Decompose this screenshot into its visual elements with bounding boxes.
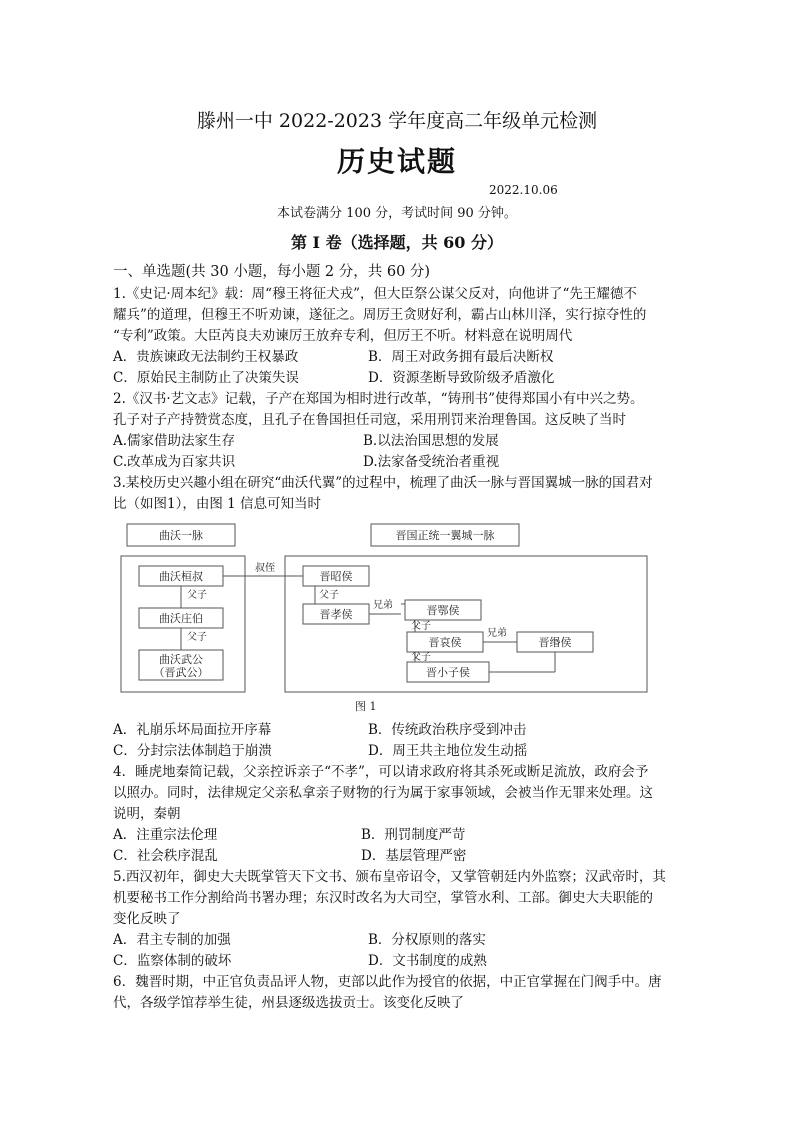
question-stem-line: 变化反映了 <box>113 911 181 927</box>
node-quwo-huanshu: 曲沃桓叔 <box>159 570 203 583</box>
option-b[interactable]: B.以法治国思想的发展 <box>363 433 499 449</box>
node-quwo-wugong-note: （晋武公） <box>153 666 209 679</box>
option-b[interactable]: B．分权原则的落实 <box>368 932 486 948</box>
option-c[interactable]: C．社会秩序混乱 <box>113 848 218 864</box>
exam-date: 2022.10.06 <box>489 183 558 197</box>
node-jin-ehou: 晋鄂侯 <box>426 604 460 617</box>
option-a[interactable]: A．注重宗法伦理 <box>113 827 218 843</box>
relation-father-son: 父子 <box>187 632 207 643</box>
relation-brothers: 兄弟 <box>487 628 507 639</box>
relation-uncle-nephew: 叔侄 <box>255 563 275 574</box>
node-jin-minhou: 晋缗侯 <box>538 636 572 649</box>
option-a[interactable]: A．贵族谏政无法制约王权暴政 <box>113 349 299 365</box>
option-b[interactable]: B．周王对政务拥有最后决断权 <box>368 349 554 365</box>
node-quwo-zhuangbo: 曲沃庄伯 <box>159 612 203 625</box>
option-c[interactable]: C．监察体制的破坏 <box>113 953 232 969</box>
question-stem-line: 机要秘书工作分割给尚书署办理；东汉时改名为大司空，掌管水利、工部。御史大夫职能的 <box>113 890 653 906</box>
option-d[interactable]: D．资源垄断导致阶级矛盾激化 <box>368 370 555 386</box>
question-stem-line: 6．魏晋时期，中正官负责品评人物，吏部以此作为授官的依据，中正官掌握在门阀手中。唐 <box>113 974 662 990</box>
relation-brothers: 兄弟 <box>373 600 393 611</box>
question-stem-line: 4．睡虎地秦简记载，父亲控诉亲子“不孝”，可以请求政府将其杀死或断足流放，政府会予 <box>113 764 649 780</box>
question-stem-line: 以照办。同时，法律规定父亲私拿亲子财物的行为属于家事领域，会被当作无罪来处理。这 <box>113 785 653 801</box>
question-stem-line: 1.《史记·周本纪》载：周“穆王将征犬戎”，但大臣祭公谋父反对，向他讲了“先王耀德不 <box>113 286 637 302</box>
section-title: 一、单选题(共 30 小题，每小题 2 分，共 60 分) <box>113 264 431 280</box>
question-stem-line: 代，各级学馆荐举生徒，州县逐级选拔贡士。该变化反映了 <box>113 995 464 1011</box>
option-a[interactable]: A．君主专制的加强 <box>113 932 231 948</box>
option-a[interactable]: A.儒家借助法家生存 <box>113 433 236 449</box>
relation-father-son: 父子 <box>187 590 207 601</box>
option-d[interactable]: D.法家备受统治者重视 <box>363 454 500 470</box>
node-jin-xiaohou: 晋孝侯 <box>319 608 353 621</box>
node-quwo-wugong: 曲沃武公 <box>159 653 203 666</box>
node-jin-zhaohou: 晋昭侯 <box>319 570 353 583</box>
option-a[interactable]: A．礼崩乐坏局面拉开序幕 <box>113 722 272 738</box>
node-jin-xiaozihou: 晋小子侯 <box>426 666 470 679</box>
question-stem-line: 比（如图1），由图 1 信息可知当时 <box>113 496 322 512</box>
option-d[interactable]: D．周王共主地位发生动摇 <box>368 743 528 759</box>
subject-title: 历史试题 <box>336 145 457 178</box>
option-d[interactable]: D．文书制度的成熟 <box>368 953 487 969</box>
option-d[interactable]: D．基层管理严密 <box>361 848 467 864</box>
question-stem-line: “专利”政策。大臣芮良夫劝谏厉王放弃专利，但厉王不听。材料意在说明周代 <box>113 328 573 344</box>
question-stem-line: 3.某校历史兴趣小组在研究“曲沃代翼”的过程中，梳理了曲沃一脉与晋国翼城一脉的国君对 <box>113 475 653 491</box>
relation-father-son: 父子 <box>319 590 339 601</box>
volume-title: 第 I 卷（选择题，共 60 分） <box>290 233 504 252</box>
relation-father-son: 父子 <box>411 652 431 663</box>
node-jin-aihou: 晋哀侯 <box>428 636 462 649</box>
option-b[interactable]: B．传统政治秩序受到冲击 <box>368 722 527 738</box>
exam-note: 本试卷满分 100 分，考试时间 90 分钟。 <box>277 206 517 221</box>
option-c[interactable]: C.改革成为百家共识 <box>113 454 236 470</box>
figure-caption: 图 1 <box>355 700 377 713</box>
question-stem-line: 说明，秦朝 <box>113 806 181 822</box>
left-group-title: 曲沃一脉 <box>159 529 203 542</box>
question-stem-line: 耀兵”的道理，但穆王不听劝谏，遂征之。周厉王贪财好利，霸占山林川泽，实行掠夺性的 <box>113 307 647 323</box>
question-stem-line: 5.西汉初年，御史大夫既掌管天下文书、颁布皇帝诏令，又掌管朝廷内外监察；汉武帝时，其 <box>113 869 666 885</box>
question-stem-line: 孔子对子产持赞赏态度，且孔子在鲁国担任司寇，采用刑罚来治理鲁国。这反映了当时 <box>113 412 626 428</box>
relation-father-son: 父子 <box>411 621 431 632</box>
lineage-diagram <box>115 518 655 718</box>
option-b[interactable]: B．刑罚制度严苛 <box>361 827 466 843</box>
option-c[interactable]: C．分封宗法体制趋于崩溃 <box>113 743 272 759</box>
right-group-title: 晋国正统一翼城一脉 <box>395 529 495 542</box>
question-stem-line: 2.《汉书·艺文志》记载，子产在郑国为相时进行改革，“铸刑书”使得郑国小有中兴之势。 <box>113 391 644 407</box>
school-title: 滕州一中 2022-2023 学年度高二年级单元检测 <box>196 110 598 132</box>
option-c[interactable]: C．原始民主制防止了决策失误 <box>113 370 299 386</box>
